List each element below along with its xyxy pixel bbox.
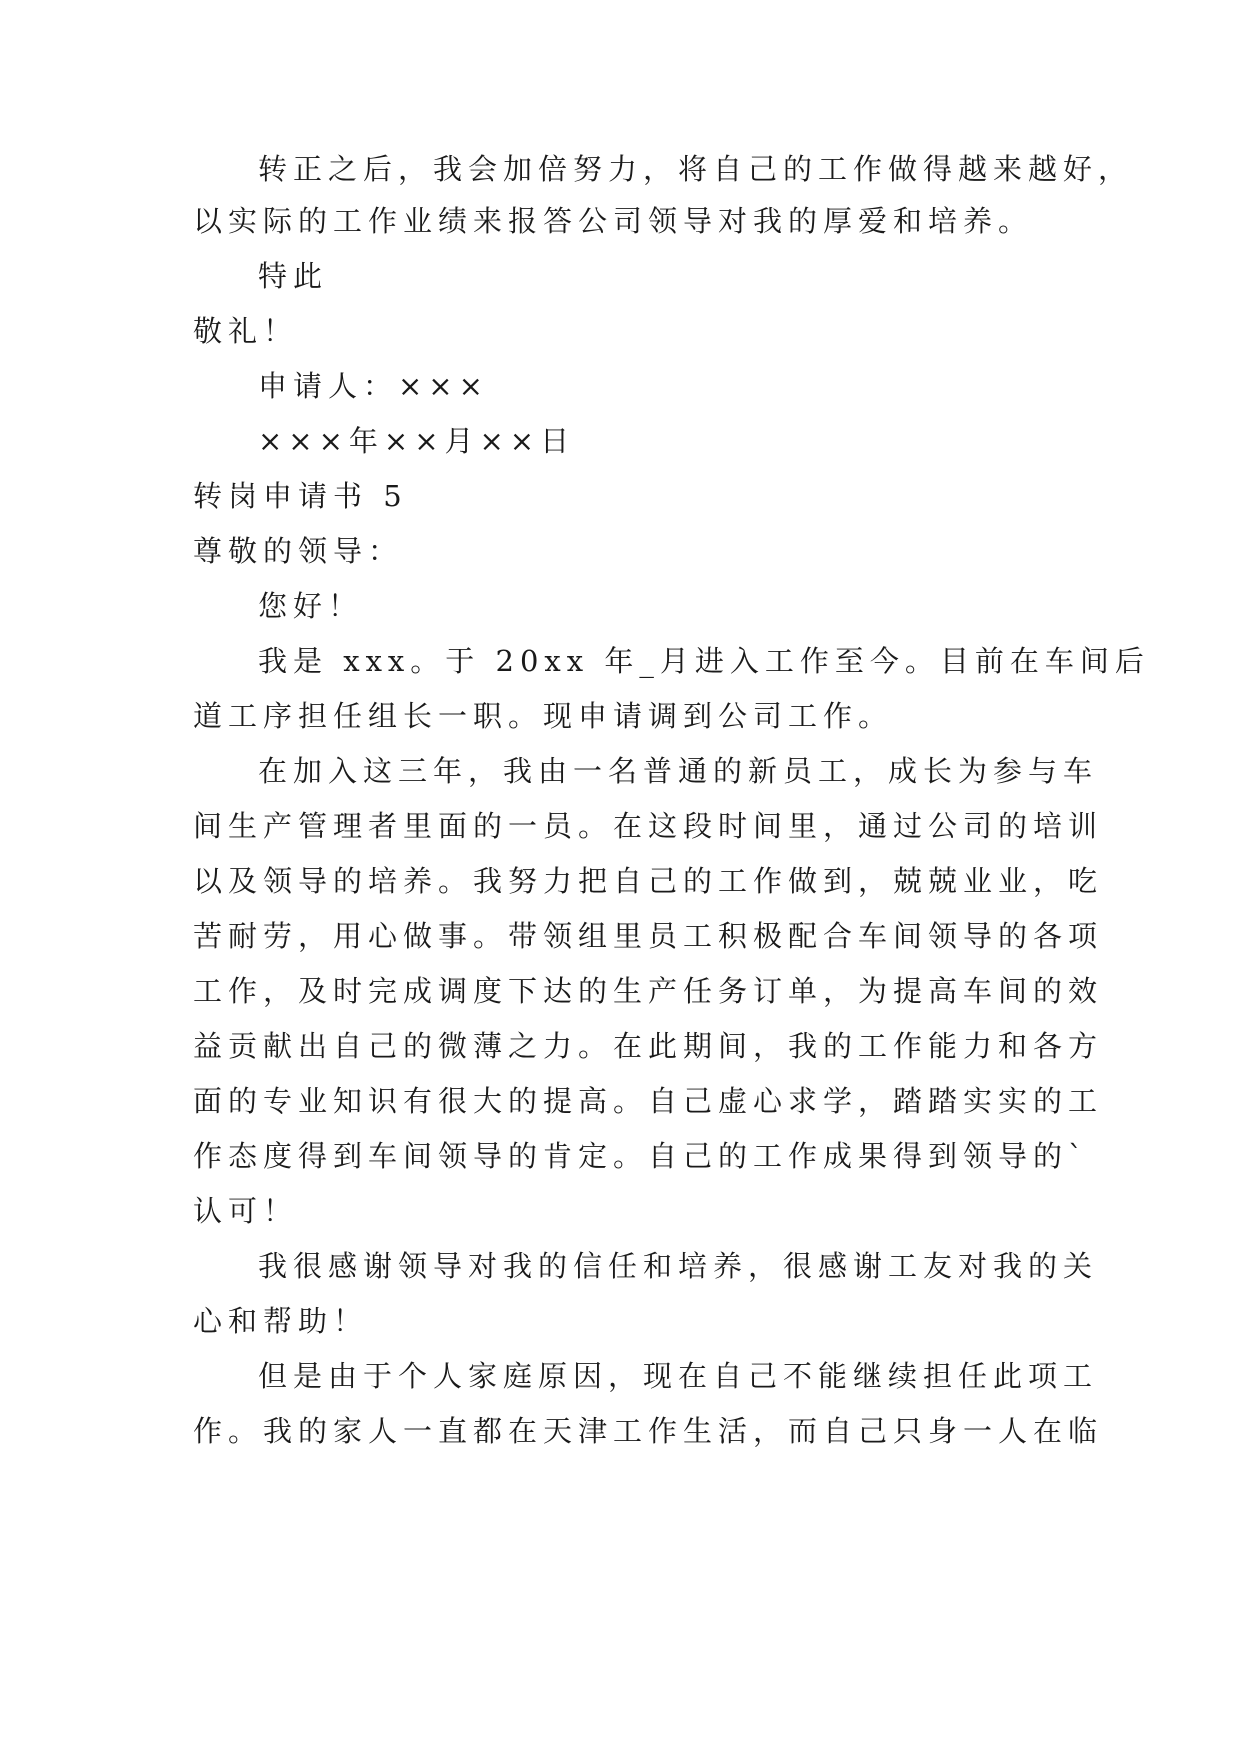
applicant-line: 申请人：×××: [258, 369, 489, 403]
date-line: ×××年××月××日: [258, 424, 576, 458]
body-text-line: 面的专业知识有很大的提高。自己虚心求学，踏踏实实的工: [193, 1084, 1104, 1118]
body-text-line: 转正之后，我会加倍努力，将自己的工作做得越来越好，: [258, 152, 1134, 186]
body-text-line: 益贡献出自己的微薄之力。在此期间，我的工作能力和各方: [193, 1029, 1104, 1063]
body-text-line: 认可！: [193, 1194, 299, 1228]
closing-phrase: 特此: [258, 259, 329, 293]
body-text-line: 工作，及时完成调度下达的生产任务订单，为提高车间的效: [193, 974, 1104, 1008]
body-text-line: 我很感谢领导对我的信任和培养，很感谢工友对我的关: [258, 1249, 1099, 1283]
section-title: 转岗申请书 5: [193, 479, 408, 513]
body-text-line: 我是 xxx。于 20xx 年_月进入工作至今。目前在车间后: [258, 644, 1150, 678]
body-text-line: 苦耐劳，用心做事。带领组里员工积极配合车间领导的各项: [193, 919, 1104, 953]
body-text-line: 在加入这三年，我由一名普通的新员工，成长为参与车: [258, 754, 1099, 788]
body-text-line: 道工序担任组长一职。现申请调到公司工作。: [193, 699, 894, 733]
body-text-line: 间生产管理者里面的一员。在这段时间里，通过公司的培训: [193, 809, 1104, 843]
body-text-line: 心和帮助！: [193, 1304, 369, 1338]
greeting: 您好！: [258, 589, 364, 623]
salutation: 敬礼！: [193, 314, 299, 348]
body-text-line: 以实际的工作业绩来报答公司领导对我的厚爱和培养。: [193, 204, 1034, 238]
body-text-line: 但是由于个人家庭原因，现在自己不能继续担任此项工: [258, 1359, 1099, 1393]
body-text-line: 作。我的家人一直都在天津工作生活，而自己只身一人在临: [193, 1414, 1104, 1448]
greeting-recipient: 尊敬的领导：: [193, 534, 404, 568]
body-text-line: 以及领导的培养。我努力把自己的工作做到，兢兢业业，吃: [193, 864, 1104, 898]
body-text-line: 作态度得到车间领导的肯定。自己的工作成果得到领导的`: [193, 1139, 1089, 1173]
